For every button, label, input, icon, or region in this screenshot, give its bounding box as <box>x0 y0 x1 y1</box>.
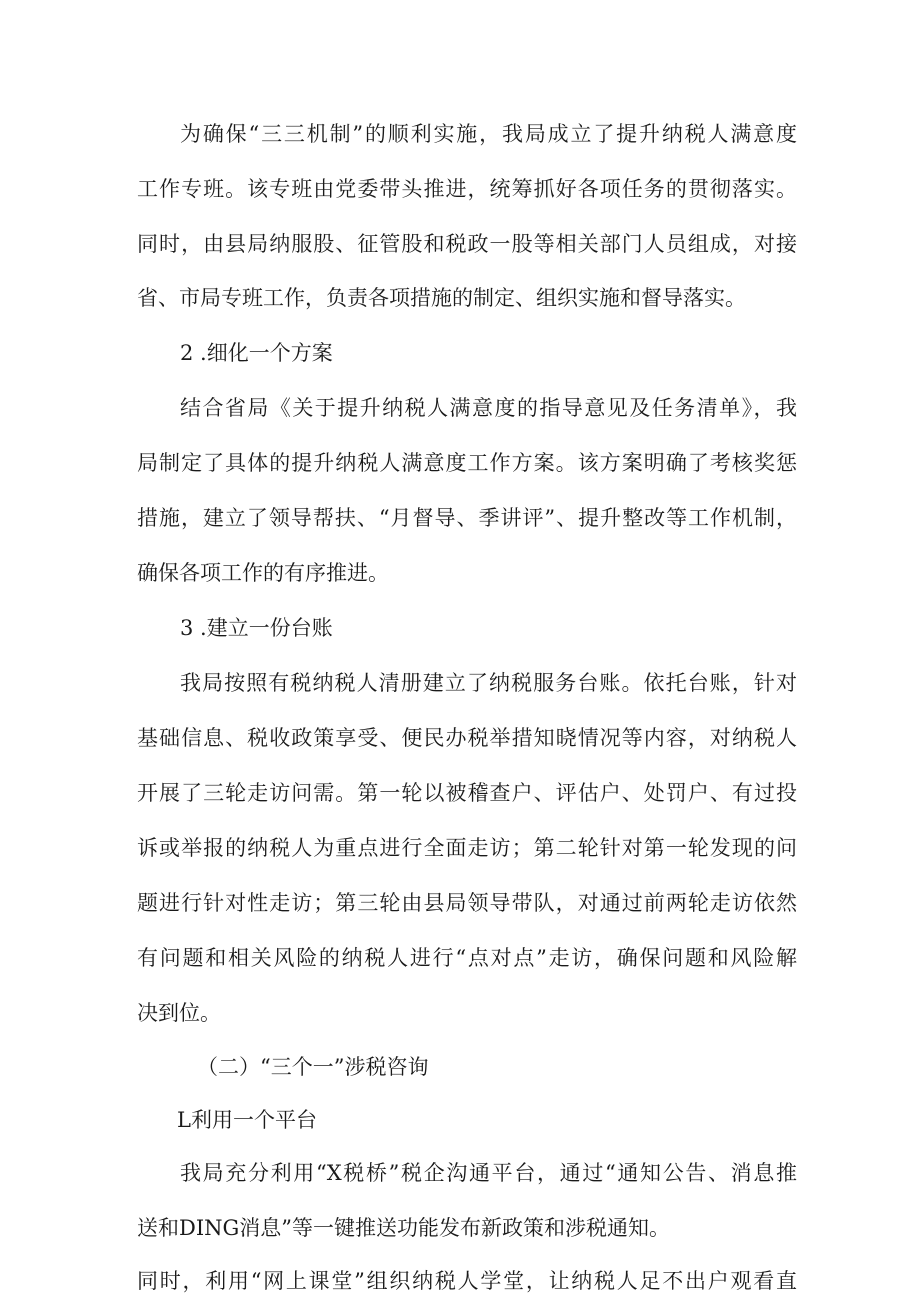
paragraph-line: 同时，利用“网上课堂”组织纳税人学堂，让纳税人足不出户观看直 <box>137 1269 797 1293</box>
paragraph-line: 确保各项工作的有序推进。 <box>137 561 389 585</box>
paragraph-line: 基础信息、税收政策享受、便民办税举措知晓情况等内容，对纳税人 <box>137 726 797 750</box>
paragraph-line: 局制定了具体的提升纳税人满意度工作方案。该方案明确了考核奖惩 <box>137 451 797 475</box>
section-heading: 2 .细化一个方案 <box>180 341 333 365</box>
paragraph-line: 决到位。 <box>137 1001 221 1025</box>
paragraph-line: 结合省局《关于提升纳税人满意度的指导意见及任务清单》，我 <box>180 396 797 420</box>
paragraph-line: 诉或举报的纳税人为重点进行全面走访；第二轮针对第一轮发现的问 <box>137 836 797 860</box>
paragraph-line: 同时，由县局纳服股、征管股和税政一股等相关部门人员组成，对接 <box>137 232 797 256</box>
paragraph-line: 措施，建立了领导帮扶、“月督导、季讲评”、提升整改等工作机制， <box>137 506 797 530</box>
paragraph-line: 开展了三轮走访问需。第一轮以被稽查户、评估户、处罚户、有过投 <box>137 781 797 805</box>
paragraph-line: 工作专班。该专班由党委带头推进，统筹抓好各项任务的贯彻落实。 <box>137 177 797 201</box>
paragraph-line: 我局按照有税纳税人清册建立了纳税服务台账。依托台账，针对 <box>180 671 797 695</box>
section-heading: 3 .建立一份台账 <box>180 616 333 640</box>
paragraph-line: 有问题和相关风险的纳税人进行“点对点”走访，确保问题和风险解 <box>137 946 797 970</box>
section-heading: L利用一个平台 <box>177 1108 317 1132</box>
paragraph-line: 题进行针对性走访；第三轮由县局领导带队，对通过前两轮走访依然 <box>137 891 797 915</box>
subsection-heading: （二）“三个一”涉税咨询 <box>197 1055 429 1079</box>
paragraph-line: 送和DING消息”等一键推送功能发布新政策和涉税通知。 <box>137 1216 671 1240</box>
paragraph-line: 为确保“三三机制”的顺利实施，我局成立了提升纳税人满意度 <box>180 122 797 146</box>
paragraph-line: 我局充分利用“X税桥”税企沟通平台，通过“通知公告、消息推 <box>180 1161 797 1185</box>
paragraph-line: 省、市局专班工作，负责各项措施的制定、组织实施和督导落实。 <box>137 286 746 310</box>
